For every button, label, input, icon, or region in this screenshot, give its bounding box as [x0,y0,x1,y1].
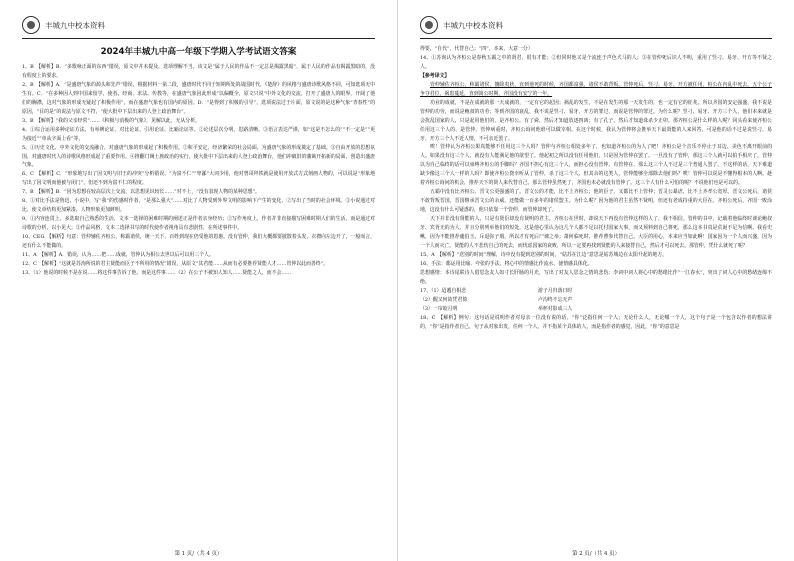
recitation-left: （3）一帘皎月明 [420,305,458,312]
answer-paragraph: 6、C 【解析】C．“形象地写出了因文明与旧王的冲突”分析错误，“为富不仁”“卑鄙”大词少用，他对曾哥拜铁就是使用开放式方式刻画人物的，可以说是“形象地写出了因文明而他被与闭门”，但还不到为富不仁的程度。 [22,171,375,187]
page-header [22,14,375,36]
school-logo-icon [22,16,40,34]
translation-paragraph: 五霸中没有比齐桓公、晋文公更强盛的了。晋文公的才能，比不上齐桓公；他的臣子，又都比不上管仲；晋灵公暴虐，比不上齐孝公宽厚。晋文公死后，诸侯不敢背叛晋国，晋国继承晋文公的余威，还能做一百多年的诸侯盟主。为什么呢？因为他的君主虽然不贤明，但还有老成持重的大臣在。齐桓公死后，齐国一败涂地，这没有什么可疑惑的，他只依靠一个管仲，而管仲却死了。 [420,189,772,214]
answer-body-left [22,63,375,278]
recitation-right: 游子月归落日时 [538,287,573,294]
answer-paragraph: 1、B 【解析】B．“多歌咏正面的东西”错误，原文中并未提及，选项理解不当。该文是“属于人民的作品不一定总是揭露黑暗”，属于人民的作品有揭露黑暗的，没有程度上的要求。 [22,64,375,79]
answer-paragraph: 12、C 【解析】“这就是苏洵所说的君主贤能而臣子不所用的情况”错误，从原文“其君能……从而有必要推荐贤能人才……管仲以此而善终”。 [22,260,329,267]
translation-heading: 【参考译文】 [420,72,450,79]
answer-paragraph: 8、①对比手法是鲁迅，小说中，写“我”的伤感时作者，“是那么强大”……对比了人物受到外界文明的影响下产生的变化，②写出了当时的社会环境。③小说通过对比，使文章结构更加紧凑，人物形象更加鲜明。 [22,198,375,214]
right-page [397,0,794,561]
answer-paragraph: 14、①苏洵认为齐桓公是春秋五霸之中的贤君，很有才能；②但同时他又是个流连于声色犬马的人；③在管仲死后识人不明，重用了竖刁、易牙、开方等不贤之人。 [420,54,772,70]
answer-paragraph: 10、CEG 【解析】句意：管仲辅佐齐桓公，称霸诸侯，统一天下，百姓到现在仍受他的恩惠。没有管仲，我们大概都要披散着头发，衣襟向左边开了，一般而言，还有什么不能做的。 [22,234,375,250]
recitation-row [420,296,772,305]
page-number: 第 2 页/（共 4 页） [572,551,620,557]
answer-paragraph: 16、手法：都运用比喻、夸张的手法，将心中的情感比作流水，使情感具体化。 [420,260,593,267]
answer-paragraph: 11、A 【解析】A．错误，认为……把……成就，管仲认为相公去世以后可以用三个人。 [22,252,214,259]
answer-paragraph: 3、B 【解析】“我的父亲经常”……《积极与消极的气象》，见解以此，无从分析。 [22,117,200,124]
header-rule [420,38,772,39]
answer-paragraph: 15、A 【解析】“送别的时间”理解，诗中没有提到送别的时间，“姑苏在江边”意思是姑苏城边在太阳升起的地方。 [420,251,668,258]
answer-paragraph: 5、①历史文化、中外文化的交流融合，对盛唐气象的形成起了积极作用。②和平安定、经济繁荣的社会局面，为盛唐气象的形成奠定了基础。③自由开放的思想氛围，对盛唐时代人的诗歌风格形成起了重要作用。④推翻门阀士族政治的实行，使大批中下层出来的人登上政治舞台，他们冲破旧的藩篱开拓新的局面，创造出盛唐气象。 [22,144,375,169]
answer-paragraph: 9、①内容连贯上，多选取自己熟悉的生活，文本一选择的困难时期的阐述正是作者亲身经历；②写作角度上，作者并非直接描写困难时期人们的生活，而是通过对诗歌的分析，以小见大；③作品风格，文本二选择书写的时代使作者视角具有悲剧性，在所述事件中。 [22,216,375,232]
recitation-row [420,305,772,314]
school-name: 丰城九中校本资料 [45,20,105,30]
header-rule [22,38,375,39]
answer-paragraph: 2、B 【解析】A．“是盛唐气象的源头和先声”错误，根据材料一第二段，盛唐时代不同于短期所处的战国时代，《楚辞》的风格与盛唐诗歌风格不同，可知选项无中生有。C．“在多种因人到中国来留学、使者、经商、求法、传教等，在盛唐气象因此形成”以偏概全，原文只说“中外文化的交流，打开了盛唐人的眼界，开阔了他们的胸襟，这对气象的形成无疑起了积极作用”，而在盛唐气象也有国内的原因。D．“是得到了积极的引导”，选项说法过于片面，原文说的是这种气象“青春性”的原因，“目的是”的说法与原文不符，“使大批中下层出来的人登上政治舞台”。 [22,81,375,115]
translation-paragraph: 天下并非没有贤能的人，只是有贤臣却没有贤明的君主。齐桓公在世时，却说天下再没有管仲这样的人了，我不相信。管仲的书中，记载着他临终时谈论鲍叔牙、宾胥无的为人，并且分别列举他们的短处。这是他心里认为这几个人都不足以托付国家大事，而又预料到自己将死，那么这本书真是荒诞不足为信啊。我看史鳅，因为不能推荐蘧伯玉、斥退弥子瑕，所以才有死后尸谏之举；萧何临死时，推荐曹参代替自己。大臣的用心，本来应当如此啊！国家因为一个人而兴盛，因为一个人而灭亡。贤能的人不悲伤自己的死去，而忧虑国家的衰败，所以一定要再找到贤能的人来接替自己，然后才可以死去。那管仲，凭什么就死了呢？ [420,216,772,249]
translation-paragraph: 功业的成就，不是在成就的那一天成就的，一定有它的起因；祸乱的发生，不是在发生的那一天发生的，也一定有它的征兆。所以齐国的安定强盛，我不说是管仲的功劳，而说是鲍叔的功劳；等到齐国的衰乱，我不说是竖刁、易牙、开方的罪过，而说是管仲的罪过。为什么呢？竖刁、易牙、开方三个人，他们本来就是会扰乱国家的人，只是起用他们的，是齐桓公。有了舜，然后才知道放逐四凶；有了孔子，然后才知道诛杀少正卯。那齐桓公是什么样的人呢？回头看来使齐桓公任用这三个人的，是管仲。管仲病重时，齐桓公询问他谁可以做宰相。在这个时候，我认为管仲将会推举天下最贤能的人来回答，可是他的话不过是说竖刁、易牙、开方三个人不近人情，不可亲近罢了。 [420,99,772,142]
answer-paragraph: 13、（1）他说的时候不是在说……将这件事告诉了他，而是这件事……（2）在公子不被知人知人……贤能之人，而不会…… [22,269,292,276]
answer-body-right [420,45,772,332]
recitation-left: （2）醒又何故凭君倚 [420,296,468,303]
answer-paragraph: 思想感情：本诗尾联诗人借思念友人如寸长肝肠的月光，写出了对友人思念之情的悲伤；李词中词人将心中的愁绪比作“一江春水”，突出了词人心中的愁绪连绵不绝。 [420,269,772,285]
answer-paragraph: 18、C 【解析】例句：这句话是说明作者对母亲一位没有说的话，“你”泛指任何一个人；无论什么人，无论哪一个人，这个句子是一个包含以作者的想法讲的，“你”是指作者自己，句子从对象出发，任何一个人，并不指某个具体的人，而是指作者的感觉，因此，“你”的意思是 [420,314,772,330]
answer-paragraph: 4、①综合运用多种论证方法，有举例论证、对比论证、引用论证、比喻论证等。②论述层次分明，思路清晰。③语言表达严谨，如“这是不怎么的”“不一定是”“更为接近”“单从字面上看”等。 [22,126,375,142]
answer-paragraph: 7、B 【解析】B．“因为思想在较高层次上交流，以思想见识较长……”对不上，“没有表现人物的某种思想”。 [22,189,260,196]
page-number: 第 1 页/（共 4 页） [174,551,223,557]
translation-paragraph: 管仲辅佐齐桓公，称霸诸侯，攘除夷狄，直到他死的时候，齐国都富强，诸侯不敢背叛。管仲死后，竖刁、易牙、开方被任用，桓公在内乱中死去，五个公子争夺君位，祸患蔓延，直到简公时期，齐国没有安宁的一年。 [420,81,772,97]
translation-paragraph: 唉！管仲认为齐桓公果真能够不任用这三个人吗？管仲与齐桓公相处多年了，也知道齐桓公的为人了吧！齐桓公是个音乐不停止于耳边、美色不离开眼前的人。如果没有这三个人，就没有人能满足他的欲望了。他起初之所以没有任用他们，只是因为管仲在罢了。一旦没有了管仲，那这三个人就可以拍手相庆了。管仲以为自己临终的话可以束缚齐桓公的手脚吗？齐国不担心有这三个人，而担心没有管仲。有管仲在，那么这三个人不过是三个普通人罢了。不这样的话，天下难道缺少像这三个人一样的人吗？即使齐桓公侥幸听从了管仲，杀了这三个人，但其余的这类人，管仲能够全部除去他们吗？唉！管仲可以说是不懂得根本的人啊。趁着齐桓公询问的机会，推荐天下的贤人来代替自己，那么管仲虽然死了，齐国也未必就没有管仲了。这三个人有什么可怕的呢？不说他们也是可以的。 [420,144,772,187]
school-logo-icon [420,16,438,34]
school-name: 丰城九中校本资料 [443,20,503,30]
page-header [420,14,772,36]
recitation-answers [420,287,772,314]
recitation-right: 卢沟终不忘无声 [538,296,573,303]
answer-paragraph: 得要，“自代”，代替自己；“四”，本来，大意一分） [420,46,533,52]
document-title: 2024年丰城九中高一年级下学期入学考试语文答案 [100,47,297,57]
recitation-left: 17、（1）迢遞自相悲 [420,287,481,294]
recitation-right: 举杯对影成三人 [538,305,573,312]
recitation-row [420,287,772,296]
